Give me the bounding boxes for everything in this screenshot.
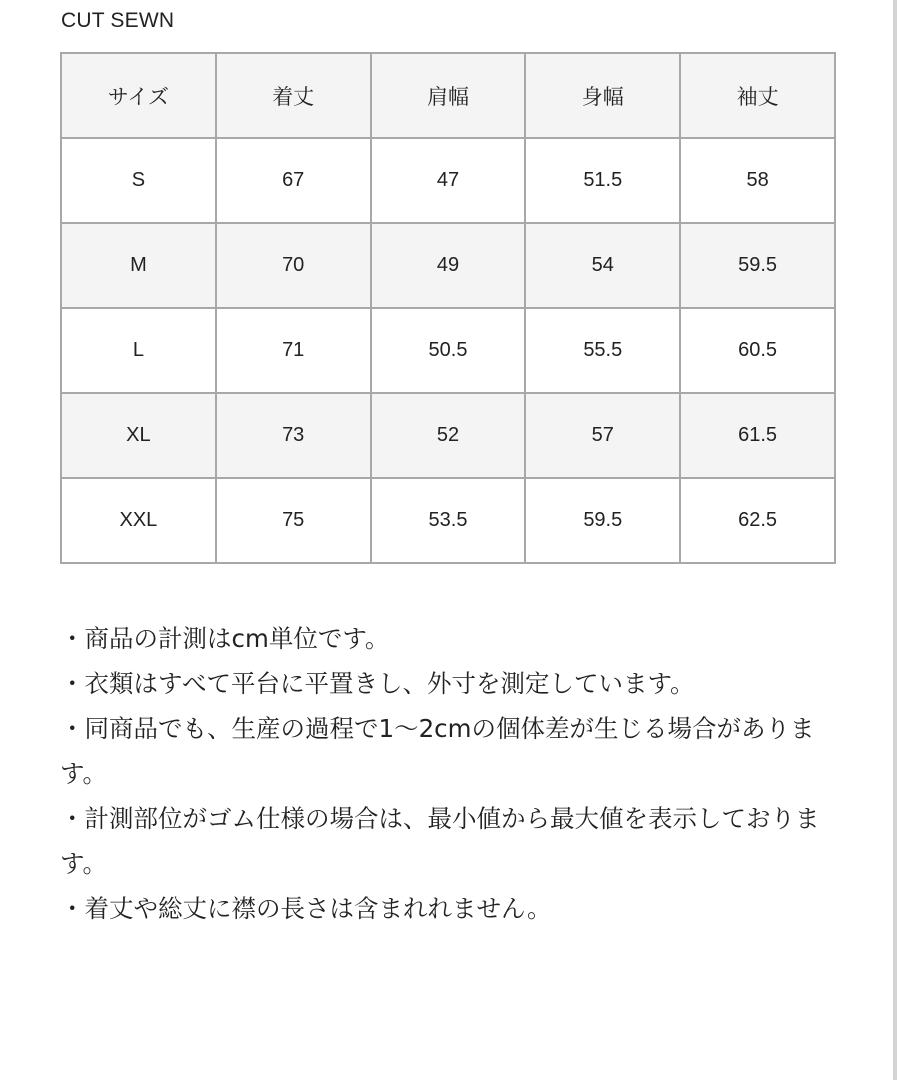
table-cell: 51.5 — [525, 138, 680, 223]
table-cell: 50.5 — [371, 308, 526, 393]
note-elastic-parts: ・計測部位がゴム仕様の場合は、最小値から最大値を表示しております。 — [60, 804, 820, 878]
table-cell: 70 — [216, 223, 371, 308]
table-cell: 52 — [371, 393, 526, 478]
header-body-width: 身幅 — [525, 53, 680, 138]
header-size: サイズ — [61, 53, 216, 138]
table-cell: 53.5 — [371, 478, 526, 563]
table-row — [61, 393, 835, 478]
table-cell: L — [61, 308, 216, 393]
table-cell: 61.5 — [680, 393, 835, 478]
measurement-notes — [60, 616, 850, 931]
table-cell: XL — [61, 393, 216, 478]
table-cell: XXL — [61, 478, 216, 563]
table-cell: 67 — [216, 138, 371, 223]
note-unit: ・商品の計測はcm単位です。 — [60, 624, 390, 653]
table-cell: S — [61, 138, 216, 223]
table-row — [61, 223, 835, 308]
header-sleeve-length: 袖丈 — [680, 53, 835, 138]
table-cell: 62.5 — [680, 478, 835, 563]
table-cell: 54 — [525, 223, 680, 308]
table-row — [61, 138, 835, 223]
page-right-edge — [893, 0, 897, 1080]
table-cell: M — [61, 223, 216, 308]
table-cell: 57 — [525, 393, 680, 478]
table-cell: 47 — [371, 138, 526, 223]
table-cell: 55.5 — [525, 308, 680, 393]
table-row — [61, 478, 835, 563]
section-title: CUT SEWN — [61, 9, 175, 32]
note-individual-difference: ・同商品でも、生産の過程で1〜2cmの個体差が生じる場合があります。 — [60, 714, 815, 788]
table-cell: 59.5 — [680, 223, 835, 308]
table-cell: 71 — [216, 308, 371, 393]
table-cell: 73 — [216, 393, 371, 478]
header-shoulder-width: 肩幅 — [371, 53, 526, 138]
table-cell: 58 — [680, 138, 835, 223]
table-header-row — [61, 53, 835, 138]
size-chart-table — [60, 52, 836, 564]
note-collar-length: ・着丈や総丈に襟の長さは含まれれません。 — [60, 894, 552, 923]
table-cell: 59.5 — [525, 478, 680, 563]
table-row — [61, 308, 835, 393]
note-measuring-method: ・衣類はすべて平台に平置きし、外寸を測定しています。 — [60, 669, 695, 698]
table-cell: 75 — [216, 478, 371, 563]
table-cell: 60.5 — [680, 308, 835, 393]
table-cell: 49 — [371, 223, 526, 308]
header-length: 着丈 — [216, 53, 371, 138]
